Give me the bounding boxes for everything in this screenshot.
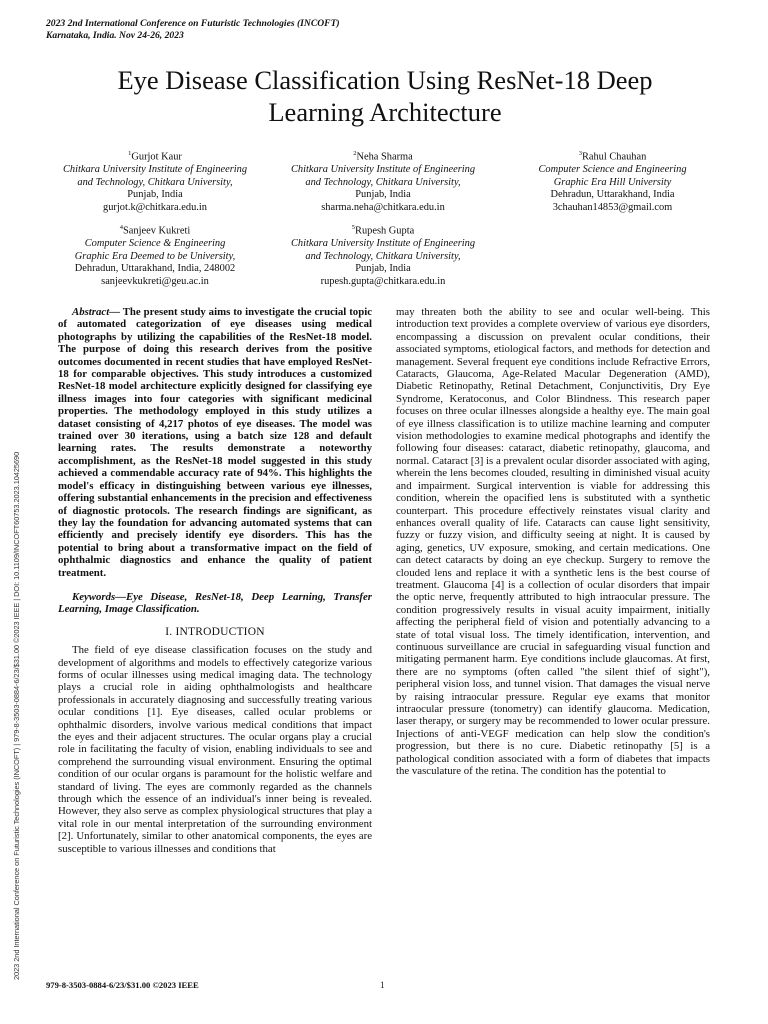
section-heading-introduction: I. INTRODUCTION	[165, 625, 265, 638]
author-name: Rupesh Gupta	[355, 225, 415, 237]
author-name: Sanjeev Kukreti	[123, 225, 191, 237]
author-affiliation: Computer Science & Engineering	[84, 238, 226, 250]
author-location: Punjab, India	[355, 189, 411, 201]
author-affiliation: and Technology, Chitkara University,	[305, 250, 461, 262]
author-name: Neha Sharma	[356, 151, 413, 163]
author-number: 4	[119, 224, 123, 231]
author-location: Dehradun, Uttarakhand, India	[550, 189, 675, 201]
author-block-1	[40, 148, 270, 214]
keywords	[58, 591, 372, 616]
author-number: 5	[351, 224, 356, 231]
conference-header	[46, 18, 340, 42]
footer-copyright: 979-8-3503-0884-6/23/$31.00 ©2023 IEEE	[46, 980, 199, 990]
author-affiliation: Chitkara University Institute of Engineering	[290, 164, 476, 176]
left-column	[58, 306, 372, 855]
title-line-2: Learning Architecture	[268, 97, 502, 127]
author-name: Rahul Chauhan	[581, 151, 647, 163]
author-email: sharma.neha@chitkara.edu.in	[321, 201, 445, 213]
author-affiliation: Chitkara University Institute of Engineering	[62, 164, 248, 176]
author-location: Dehradun, Uttarakhand, India, 248002	[74, 263, 236, 275]
author-number: 3	[578, 150, 582, 157]
author-block-4	[40, 222, 270, 288]
author-affiliation: Computer Science and Engineering	[538, 164, 687, 176]
author-affiliation: Graphic Era Deemed to be University,	[74, 250, 236, 262]
abstract	[58, 306, 372, 579]
author-block-3	[500, 148, 725, 214]
author-affiliation: and Technology, Chitkara University,	[305, 176, 461, 188]
author-name: Gurjot Kaur	[131, 151, 182, 163]
intro-continued-paragraph: may threaten both the ability to see and ocular well-being. This introduction text provides a complete overview of various eye disorders, encompassing a discussion on prevalent ocular conditions, their associated symptoms, etiological factors, and methods for detection and management. Several frequent eye conditions include Refractive Errors, Cataracts, Glaucoma, Age-Related Macular Degeneration (AMD), Diabetic Retinopathy, Retinal Detachment, Conjunctivitis, Dry Eye Syndrome, Keratoconus, and Color Blindness. This research paper focuses on three ocular illnesses alongside a healthy eye. The main goal of eye illness classification is to utilize machine learning and computer vision methodologies to examine medical photographs and identify the following four diseases: cataract, diabetic retinopathy, glaucoma, and normal. Cataract [3] is a prevalent ocular disorder associated with aging, wherein the lens becomes clouded, resulting in diminished visual acuity and impairment. Surgical intervention is viable for addressing this condition, wherein the opacified lens is substituted with a synthetic counterpart. This procedure effectively reinstates visual clarity and enhances overall quality of life. Cataracts can cause light sensitivity, fuzzy or fuzzy vision, and difficulty seeing at night. It is caused by aging, genetics, UV exposure, smoking, and certain medications. One can detect cataracts by doing an eye checkup. Surgery to remove the clouded lens and replace it with a synthetic lens is the best course of treatment. Glaucoma [4] is a collection of ocular disorders that impair the optic nerve, frequently attributed to high intraocular pressure. The condition progressively results in visual acuity impairment, initially affecting the peripheral field of vision and potentially advancing to a state of total visual loss. The timely identification, intervention, and continuous surveillance are crucial in safeguarding visual function and mitigating permanent harm. Eye conditions include glaucomas. At first, there are no symptoms (often called "the silent thief of sight"), peripheral vision loss, and tunnel vision. That damages the visual nerve by raising intraocular pressure. Regular eye exams that monitor intraocular pressure (tonometry) can identify glaucoma. Medication, laser therapy, or surgery may be recommended to lower ocular pressure. Injections of anti-VEGF medication can help slow the condition's progression, but there is no cure. Diabetic retinopathy [5] is a pathological condition associated with a form of diabetes that impacts the vasculature of the retina. The condition has the potential to	[396, 306, 710, 778]
author-email: rupesh.gupta@chitkara.edu.in	[320, 275, 446, 287]
author-location: Punjab, India	[355, 263, 411, 275]
keywords-text: Eye Disease, ResNet-18, Deep Learning, Transfer Learning, Image Classification.	[58, 590, 372, 616]
author-block-2	[268, 148, 498, 214]
author-email: 3chauhan14853@gmail.com	[552, 201, 673, 213]
right-column	[396, 306, 710, 777]
paper-title	[40, 64, 730, 128]
author-affiliation: and Technology, Chitkara University,	[77, 176, 233, 188]
author-email: sanjeevkukreti@geu.ac.in	[101, 275, 209, 287]
author-location: Punjab, India	[127, 189, 183, 201]
author-email: gurjot.k@chitkara.edu.in	[103, 201, 207, 213]
abstract-label: Abstract—	[72, 306, 120, 318]
author-number: 2	[353, 150, 357, 157]
author-number: 1	[128, 150, 132, 157]
author-affiliation: Graphic Era Hill University	[553, 176, 672, 188]
title-line-1: Eye Disease Classification Using ResNet-18 Deep	[117, 65, 653, 95]
author-block-5	[268, 222, 498, 288]
intro-paragraph: The field of eye disease classification focuses on the study and development of algorithms and models to effectively categorize various forms of ocular illnesses using medical imaging data. The technology plays a crucial role in aiding ophthalmologists and healthcare professionals in accurately diagnosing and successfully treating various ocular conditions [1]. Eye diseases, called ocular problems or ophthalmic disorders, involve various medical conditions that impact the eyes and their adjacent structures. The ocular organs play a crucial role in facilitating the faculty of vision, enabling individuals to see and comprehend the surrounding visual environment. Ensuring the optimal condition of our ocular organs is paramount for the holistic welfare and standard of living. The eyes are commonly regarded as the channels through which the essence of an individual's inner being is revealed. However, they also serve as complex physiological structures that play a vital role in our mental interpretation of the surrounding environment [2]. Unfortunately, similar to other anatomical components, the eyes are susceptible to various illnesses and conditions that	[58, 644, 372, 855]
keywords-label: Keywords—	[72, 590, 126, 603]
conference-location: Karnataka, India. Nov 24-26, 2023	[46, 30, 184, 41]
doi-sidebar: 2023 2nd International Conference on Futuristic Technologies (INCOFT) | 979-8-3503-0884-6/23/$31.00 ©2023 IEEE | DOI: 10.1109/INCOFT60753.2023.10425690	[12, 451, 21, 980]
page-number: 1	[380, 980, 385, 990]
author-affiliation: Chitkara University Institute of Engineering	[290, 238, 476, 250]
conference-name: 2023 2nd International Conference on Futuristic Technologies (INCOFT)	[46, 18, 340, 29]
abstract-text: The present study aims to investigate the crucial topic of automated categorization of eye diseases using medical photographs by utilizing the capabilities of the ResNet-18 model. The purpose of doing this research derives from the positive outcomes documented in recent studies that have employed ResNet-18 for comparable objectives. This study introduces a customized ResNet-18 model architecture explicitly designed for classifying eye illness images into four categories with significant medicinal properties. The methodology employed in this study utilizes a dataset consisting of 4,217 photos of eye diseases. The model was trained over 30 iterations, using a batch size 128 and default learning rates. The results demonstrate a noteworthy accomplishment, as the ResNet-18 model suggested in this study achieved a commendable accuracy rate of 94%. This highlights the model's efficacy in distinguishing between various eye illnesses, offering substantial enhancements in the precision and effectiveness of diagnostic protocols. The research findings are significant, as they lay the foundation for advancing automated systems that can efficiently and precisely identify eye disorders. This has the potential to bring about a transformative impact on the field of ophthalmic diagnostics and enhance the quality of patient treatment.	[58, 306, 372, 579]
